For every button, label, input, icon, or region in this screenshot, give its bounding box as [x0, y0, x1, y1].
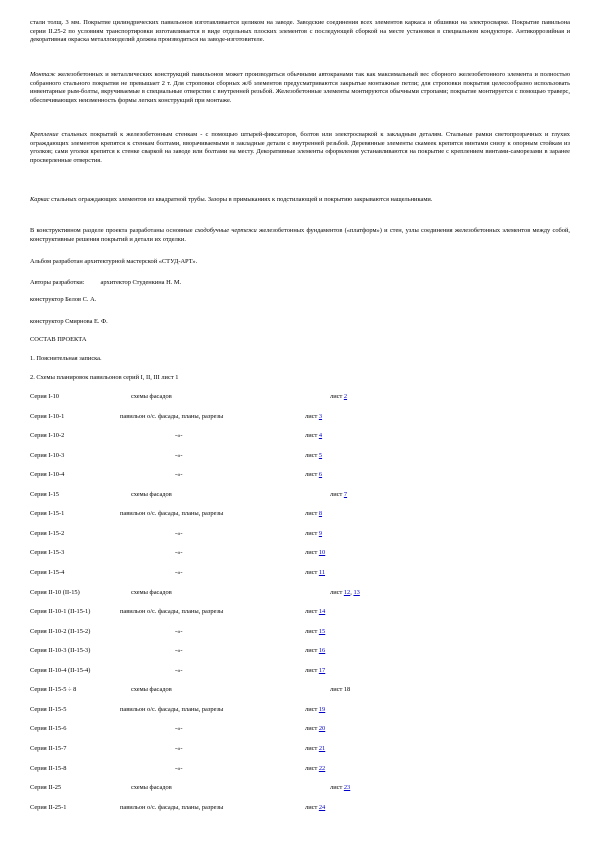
sheet-link[interactable]: 11 — [318, 569, 326, 576]
sheet-link[interactable]: 12 — [343, 588, 351, 596]
paragraph-cover-text: стали толщ. 3 мм. Покрытие цилиндрических павильонов изготавливается целиком на заводе. Заводские соединения всех элементов каркаса и обшивки на электросварке. Покрытие павильона серии II.25-2 по условиям транспортировки изготавливается в виде отдельных плоских элементов с последующей сборкой на месте установки в специальном кондукторе. Антикоррозийная и декоративная окраска металлоизделий должна производиться на заводе-изготовителе. — [30, 19, 570, 44]
sheet-series: Серия II-25 — [30, 784, 62, 791]
paragraph-frame-text: стальных ограждающих элементов из квадратной трубы. Зазоры в примыканиях к подстилающей и покрытию закрываются нащельниками. — [49, 196, 433, 203]
sheet-link[interactable]: 23 — [343, 784, 351, 791]
authors-label: Авторы разработки: — [30, 279, 85, 286]
sheet-link[interactable]: 13 — [353, 588, 360, 596]
authors-value: архитектор Студенкина Н. М. — [100, 279, 182, 286]
album-credit: Альбом разработан архитектурной мастерской «СТУД-АРТ». — [30, 258, 198, 265]
sheet-label: лист — [305, 549, 318, 557]
sheet-series: Серия I-10-4 — [30, 471, 65, 479]
paragraph-constructive-text-a: В конструктивном разделе проекта разработаны основные — [30, 227, 195, 234]
sheet-label: лист — [305, 725, 318, 733]
sheet-number — [305, 765, 325, 774]
sheet-row — [30, 413, 570, 422]
sheet-label: лист — [330, 784, 343, 791]
sheet-link[interactable]: 6 — [318, 471, 323, 479]
sheet-number: лист 12, 13 — [330, 588, 360, 596]
sheet-series: Серия II-15-5 ÷ 8 — [30, 686, 77, 694]
sheet-row — [30, 706, 570, 715]
sheet-series: Серия I-10 — [30, 393, 59, 400]
sheet-number — [330, 784, 350, 793]
sheet-label: лист — [305, 608, 318, 615]
sheet-link[interactable]: 3 — [318, 412, 323, 420]
sheet-link[interactable]: 19 — [318, 705, 326, 713]
sheet-row — [30, 784, 570, 793]
sheet-description: -«- — [175, 432, 183, 440]
paragraph-frame-lead: Каркас — [30, 196, 50, 203]
sheet-row — [30, 549, 570, 558]
paragraph-constructive-text-c: железобетонных фундаментов («платформ») и стен, узлы соединения железобетонных элементов между собой, конструктивные решения покрытий и детали их отделки. — [30, 227, 570, 243]
sheet-number — [305, 510, 322, 519]
sheet-series: Серия II-10-2 (II-15-2) — [30, 627, 91, 635]
sheet-number — [305, 628, 325, 637]
sheet-link[interactable]: 20 — [318, 725, 326, 733]
sheet-label: лист — [305, 451, 318, 459]
sheet-label: лист — [305, 510, 318, 518]
sheet-description: -«- — [175, 451, 183, 459]
sheet-number — [305, 549, 325, 558]
sheet-row — [30, 765, 570, 774]
sheet-series: Серия II-15-7 — [30, 744, 67, 752]
sheet-number — [305, 530, 322, 539]
sheet-description: -«- — [175, 764, 183, 772]
sheet-number — [305, 804, 325, 813]
sheet-row — [30, 569, 570, 578]
sheet-description: -«- — [175, 529, 183, 537]
paragraph-frame — [30, 196, 570, 205]
paragraph-fastening-lead: Крепление — [30, 131, 59, 138]
sheet-row — [30, 452, 570, 461]
constructor-2: конструктор Смирнова Е. Ф. — [30, 318, 108, 325]
sheet-link[interactable]: 24 — [318, 803, 326, 811]
constructor-1: конструктор Белов С. А. — [30, 296, 97, 303]
sheet-number — [305, 667, 325, 676]
sheet-label: лист — [305, 803, 318, 811]
sheet-description: схемы фасадов — [131, 686, 172, 694]
sheet-series: Серия II-15-6 — [30, 725, 67, 733]
sheet-description: павильон о/с. фасады, планы, разрезы — [120, 803, 224, 811]
sheet-link[interactable]: 4 — [318, 432, 323, 440]
sheet-series: Серия I-15-3 — [30, 549, 65, 557]
sheet-link[interactable]: 7 — [343, 490, 348, 498]
sheet-label: лист — [330, 393, 343, 400]
sheet-row — [30, 491, 570, 500]
sheet-row — [30, 628, 570, 637]
sheet-number — [330, 393, 347, 402]
sheet-label: лист — [305, 569, 318, 576]
sheet-description: -«- — [175, 666, 183, 674]
project-item-1: 1. Пояснительная записка. — [30, 355, 102, 362]
sheet-series: Серия I-10-3 — [30, 451, 65, 459]
sheet-description: павильон о/с. фасады, планы, разрезы — [120, 705, 224, 713]
sheet-series: Серия II-15-5 — [30, 705, 67, 713]
sheet-description: схемы фасадов — [131, 784, 172, 791]
sheet-link[interactable]: 15 — [318, 627, 326, 635]
paragraph-constructive — [30, 227, 570, 244]
sheet-description: -«- — [175, 471, 183, 479]
sheet-number — [305, 608, 325, 617]
project-item-2: 2. Схемы планировок павильонов серий I, II, III лист 1 — [30, 374, 179, 381]
sheet-number — [305, 569, 325, 578]
sheet-number — [305, 471, 322, 480]
sheet-label: лист — [305, 432, 318, 440]
sheet-row — [30, 667, 570, 676]
sheet-number — [305, 432, 322, 441]
sheet-row — [30, 471, 570, 480]
sheet-row — [30, 725, 570, 734]
sheet-series: Серия I-15-2 — [30, 529, 65, 537]
sheet-label: лист — [305, 412, 318, 420]
sheet-series: Серия II-15-8 — [30, 764, 67, 772]
sheet-link[interactable]: 17 — [318, 666, 326, 674]
sheet-series: Серия II-10-4 (II-15-4) — [30, 666, 91, 674]
sheet-number — [330, 491, 347, 500]
sheet-label: лист — [305, 764, 318, 772]
sheet-row — [30, 510, 570, 519]
paragraph-cover — [30, 19, 570, 45]
sheet-label: лист — [305, 529, 318, 537]
sheet-number — [305, 413, 322, 422]
paragraph-fastening-text: стальных покрытий к железобетонным стенкам - с помощью штырей-фиксаторов, болтов или электросваркой к закладным деталям. Стальные рамки светопрозрачных и глухих ограждающих элементов крепятся к стенкам болтами, вворачиваемыми в закладные детали с внутренней резьбой. Деревянные элементы скамеек крепятся винтами снизу к опорным стойкам из уголков; сами уголки крепятся к стенке сваркой на заводе или болтами на месту. Декоративные элементы оформления устанавливаются на покрытие с креплением винтами-саморезами в заранее просверленные отверстия. — [30, 131, 570, 164]
sheet-description: -«- — [175, 647, 183, 655]
sheet-description: павильон о/с. фасады, планы, разрезы — [120, 510, 224, 518]
paragraph-mounting-text: железобетонных и металлических конструкций павильонов может производиться обычными автокранами так как максимальный вес сборного железобетонного элемента и полностью собранного стального покрытия не превышает 2 т. Для строповки сборных ж/б элементов предусматриваются закрытые монтажные петли; для строповки покрытия целесообразно использовать инвентарные рым-болты, вкручиваемые в специальные отверстия с внутренней резьбой. Железобетонные элементы монтируются обычными стропами; покрытие монтируется с помощью траверс, обеспечивающих неизменность формы легких конструкций при монтаже. — [30, 71, 570, 104]
sheet-number — [330, 686, 350, 695]
sheet-link[interactable]: 9 — [318, 529, 323, 537]
sheet-row — [30, 432, 570, 441]
sheet-label: лист — [305, 705, 318, 713]
sheet-number — [305, 647, 325, 656]
sheet-description: -«- — [175, 744, 183, 752]
sheet-description: павильон о/с. фасады, планы, разрезы — [120, 608, 224, 615]
sheet-series: Серия II-25-1 — [30, 803, 67, 811]
sheet-label: лист — [305, 627, 318, 635]
sheet-number — [305, 452, 322, 461]
sheet-link[interactable]: 10 — [318, 549, 326, 557]
sheet-label: лист 18 — [330, 686, 351, 694]
authors-line — [30, 279, 181, 288]
sheet-row — [30, 608, 570, 617]
sheet-description: схемы фасадов — [131, 490, 172, 498]
sheet-number — [305, 706, 325, 715]
sheet-link[interactable]: 2 — [343, 393, 348, 400]
sheet-series: Серия II-10-1 (II-15-1) — [30, 608, 91, 615]
sheet-link[interactable]: 22 — [318, 764, 326, 772]
project-title: СОСТАВ ПРОЕКТА — [30, 336, 87, 343]
sheet-number — [305, 745, 325, 754]
sheet-link[interactable]: 5 — [318, 451, 323, 459]
sheet-label: лист — [305, 744, 318, 752]
sheet-description: схемы фасадов — [131, 588, 172, 596]
sheet-description: павильон о/с. фасады, планы, разрезы — [120, 412, 224, 420]
sheet-series: Серия I-15-1 — [30, 510, 65, 518]
sheet-row — [30, 589, 570, 598]
sheet-series: Серия I-10-1 — [30, 412, 65, 420]
sheet-row — [30, 647, 570, 656]
sheet-link[interactable]: 14 — [318, 608, 326, 615]
sheet-label: лист — [305, 471, 318, 479]
sheet-label: лист — [330, 490, 343, 498]
sheet-series: Серия I-15 — [30, 490, 59, 498]
paragraph-mounting — [30, 71, 570, 105]
sheet-description: -«- — [175, 627, 183, 635]
sheet-description: схемы фасадов — [131, 393, 172, 400]
sheet-row — [30, 804, 570, 813]
sheet-series: Серия II-10 (II-15) — [30, 588, 80, 596]
sheet-label: лист — [305, 647, 318, 655]
sheet-row — [30, 686, 570, 695]
sheet-link[interactable]: 16 — [318, 647, 326, 655]
sheet-label: лист — [305, 666, 318, 674]
sheet-series: Серия II-10-3 (II-15-3) — [30, 647, 91, 655]
sheet-description: -«- — [175, 725, 183, 733]
sheet-row — [30, 393, 570, 402]
sheet-description: -«- — [175, 549, 183, 557]
sheet-link[interactable]: 8 — [318, 510, 323, 518]
sheet-number — [305, 725, 325, 734]
sheet-series: Серия I-15-4 — [30, 569, 65, 576]
sheet-row — [30, 745, 570, 754]
sheet-row — [30, 530, 570, 539]
sheet-link[interactable]: 21 — [318, 744, 326, 752]
sheet-description: -«- — [175, 569, 183, 576]
sheet-series: Серия I-10-2 — [30, 432, 65, 440]
paragraph-fastening — [30, 131, 570, 165]
paragraph-constructive-italic: сходобучные чертежи — [194, 227, 257, 234]
paragraph-mounting-lead: Монтаж — [30, 71, 56, 78]
sheet-label: лист — [330, 588, 343, 596]
